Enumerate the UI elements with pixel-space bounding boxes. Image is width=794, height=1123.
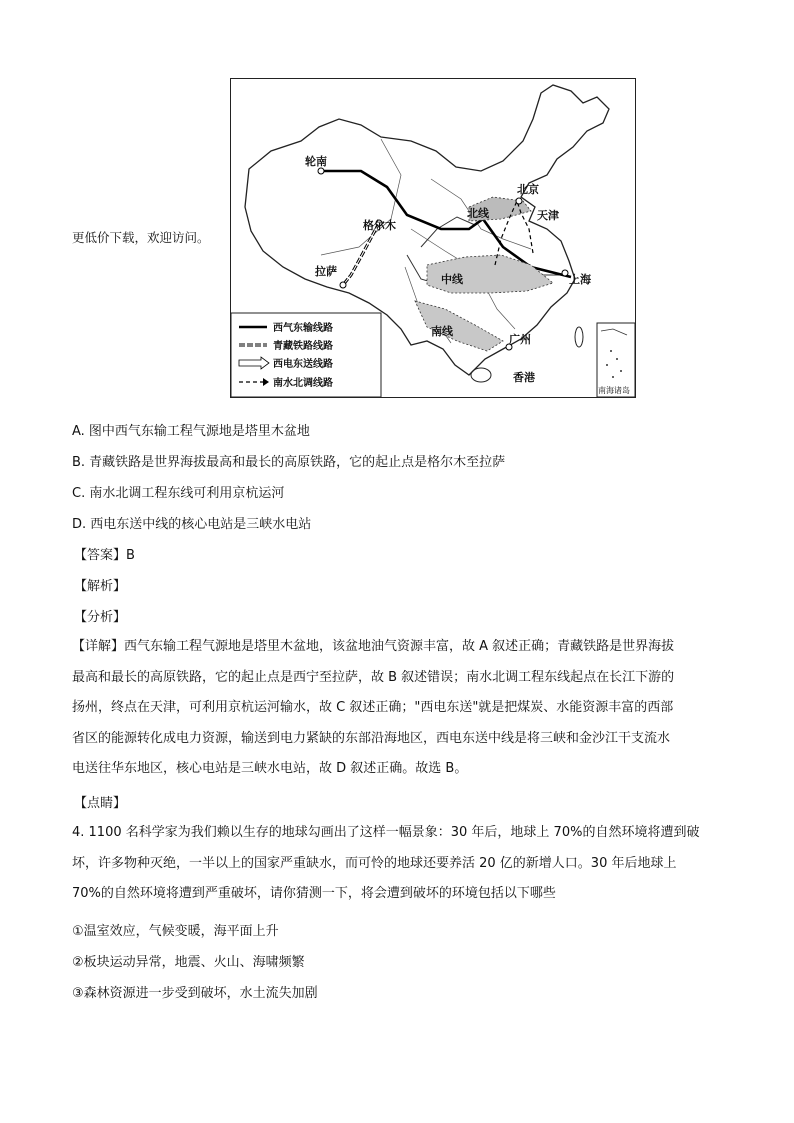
label-guangzhou: 广州 [509, 333, 531, 346]
label-beijing: 北京 [517, 183, 539, 196]
answer: 【答案】B [74, 548, 135, 563]
legend-label-water: 南水北调线路 [273, 378, 333, 389]
option-a: A. 图中西气东输工程气源地是塔里木盆地 [72, 424, 310, 439]
city-dot-lhasa [340, 282, 346, 288]
detail-line: 扬州，终点在天津，可利用京杭运河输水，故 C 叙述正确；"西电东送"就是把煤炭、水能资源丰富的西部 [72, 700, 674, 716]
question-4-stem [72, 818, 722, 910]
option-c: C. 南水北调工程东线可利用京杭运河 [72, 486, 285, 501]
option-b: B. 青藏铁路是世界海拔最高和最长的高原铁路，它的起止点是格尔木至拉萨 [72, 455, 506, 470]
legend-label-rail: 青藏铁路线路 [273, 341, 333, 352]
label-north-line: 北线 [467, 207, 489, 220]
power-south-corridor [415, 301, 503, 351]
city-dot-lunnan [318, 168, 324, 174]
item-3: ③森林资源进一步受到破坏，水土流失加剧 [72, 986, 318, 1001]
city-dot-beijing [516, 198, 522, 204]
province-line-1 [321, 139, 401, 255]
comment-title: 【点睛】 [74, 796, 127, 811]
label-south-line: 南线 [431, 325, 453, 338]
label-golmud: 格尔木 [363, 219, 396, 232]
label-lunnan: 轮南 [305, 155, 327, 168]
detail-line: 省区的能源转化成电力资源，输送到电力紧缺的东部沿海地区，西电东送中线是将三峡和金沙江干支流水 [72, 730, 671, 746]
label-shanghai: 上海 [569, 273, 591, 286]
q4-line: 70%的自然环境将遭到严重破坏，请你猜测一下，将会遭到破坏的环境包括以下哪些 [72, 886, 556, 902]
taiwan-island [575, 327, 583, 347]
analysis-title: 【解析】 [74, 579, 127, 594]
analysis-subtitle: 【分析】 [74, 610, 127, 625]
side-note: 更低价下载，欢迎访问。 [72, 230, 210, 245]
q4-line: 坏，许多物种灭绝，一半以上的国家严重缺水，而可怜的地球还要养活 20 亿的新增人口。30 年后地球上 [72, 855, 677, 871]
detail-line: 最高和最长的高原铁路，它的起止点是西宁至拉萨，故 B 叙述错误；南水北调工程东线起点在长江下游的 [72, 669, 675, 685]
legend-label-power: 西电东送线路 [273, 359, 333, 370]
city-dot-shanghai [562, 270, 568, 276]
label-south-sea: 南海诸岛 [598, 386, 630, 395]
item-2: ②板块运动异常，地震、火山、海啸频繁 [72, 955, 305, 970]
detail-line: 【详解】西气东输工程气源地是塔里木盆地，该盆地油气资源丰富，故 A 叙述正确；青藏铁路是世界海拔 [72, 639, 675, 654]
label-hongkong: 香港 [513, 371, 535, 384]
label-lhasa: 拉萨 [315, 265, 337, 278]
legend-label-gas: 西气东输线路 [273, 323, 333, 334]
q4-line: 4. 1100 名科学家为我们赖以生存的地球勾画出了这样一幅景象：30 年后，地球上 70%的自然环境将遭到破 [72, 825, 700, 840]
label-tianjin: 天津 [537, 209, 559, 222]
detail-paragraph [72, 632, 722, 785]
china-map-svg [231, 79, 635, 397]
label-middle-line: 中线 [441, 273, 463, 286]
option-d: D. 西电东送中线的核心电站是三峡水电站 [72, 517, 312, 532]
item-1: ①温室效应，气候变暖，海平面上升 [72, 924, 279, 939]
detail-line: 电送往华东地区，核心电站是三峡水电站，故 D 叙述正确。故选 B。 [72, 761, 468, 777]
china-map-figure [230, 78, 636, 398]
hainan-island [471, 368, 491, 382]
